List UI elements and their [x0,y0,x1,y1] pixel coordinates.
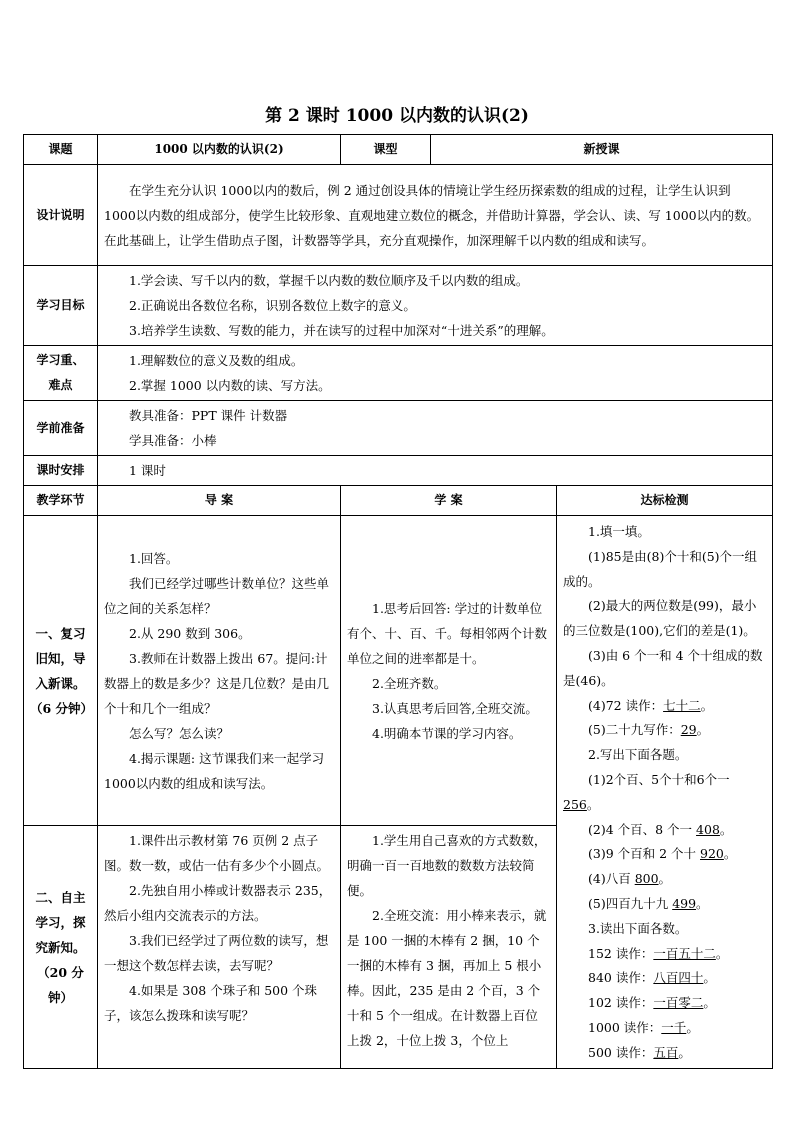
design-text: 在学生充分认识 1000以内的数后，例 2 通过创设具体的情境让学生经历探索数的组成的过程，让学生认识到 1000以内数的组成部分，使学生比较形象、直观地建立数位的概念，并借助计算器，学会认、读、写 1000以内的数。在此基础上，让学生借助点子图，计数器等学具，充分直观操作，加深理解千以内数的组成和读写。 [98,165,773,266]
check-item: (5)四百九十九 499。 [588,895,709,911]
design-label: 设计说明 [24,165,98,266]
prep-item: 学具准备：小棒 [129,433,217,448]
schedule-value: 1 课时 [98,456,773,486]
prep-row [24,401,773,456]
schedule-row [24,456,773,486]
check-item: (1)85是由(8)个十和(5)个一组成的。 [563,548,758,589]
prep-list [98,401,773,456]
check-item: (2)4 个百、8 个一 408。 [588,821,733,837]
check-item: 2.写出下面各题。 [588,747,688,763]
check-item: (1)2个百、5个十和6个一 256。 [563,771,730,812]
check-item: (5)二十九写作：29。 [588,722,710,738]
goal-item: 2.正确说出各数位名称，识别各数位上数字的意义。 [129,298,416,313]
key-row [24,346,773,401]
check-list [557,516,773,1069]
design-row [24,165,773,266]
goals-list [98,266,773,346]
topic-row [24,135,773,165]
key-label: 学习重、 难点 [24,346,98,401]
lesson-plan-table [23,134,773,1069]
check-item: 840 读作：八百四十。 [588,970,716,986]
goals-row [24,266,773,346]
check-item: 1000 读作：一千。 [588,1019,699,1035]
topic-value: 1000 以内数的认识(2) [98,135,341,165]
column-header-row [24,486,773,516]
col-study: 学 案 [341,486,557,516]
schedule-label: 课时安排 [24,456,98,486]
page-title: 第 2 课时 1000 以内数的认识(2) [265,106,529,126]
type-value: 新授课 [431,135,773,165]
key-item: 2.掌握 1000 以内数的读、写方法。 [129,378,331,393]
key-list [98,346,773,401]
stage1-name: 一、复习 旧知，导 入新课。 （6 分钟） [24,516,98,826]
type-label: 课型 [341,135,431,165]
key-item: 1.理解数位的意义及数的组成。 [129,353,304,368]
prep-item: 教具准备：PPT 课件 计数器 [129,408,288,423]
stage1-study: 1.思考后回答: 学过的计数单位有个、十、百、千。每相邻两个计数单位之间的进率都是十。 2.全班齐数。 3.认真思考后回答,全班交流。 4.明确本节课的学习内容。 [341,516,557,826]
goal-item: 1.学会读、写千以内的数，掌握千以内数的数位顺序及千以内数的组成。 [129,273,529,288]
check-item: (3)9 个百和 2 个十 920。 [588,846,737,862]
stage2-name: 二、自主 学习，探 究新知。 （20 分钟） [24,826,98,1068]
topic-label: 课题 [24,135,98,165]
col-check: 达标检测 [557,486,773,516]
col-guide: 导 案 [98,486,341,516]
check-item: 152 读作：一百五十二。 [588,945,729,961]
stage2-study: 1.学生用自己喜欢的方式数数，明确一百一百地数的数数方法较简便。 2.全班交流：用小棒来表示，就是 100 一捆的木棒有 2 捆，10 个一捆的木棒有 3 捆，再加上 5 根小棒。因此，235 是由 2 个百，3 个十和 5 个一组成。在计数器上百位上拨 2，十位上拨 3，个位上 [341,826,557,1068]
prep-label: 学前准备 [24,401,98,456]
goal-item: 3.培养学生读数、写数的能力，并在读写的过程中加深对“十进关系”的理解。 [129,323,554,338]
stage1-row [24,516,773,826]
col-stage: 教学环节 [24,486,98,516]
stage2-guide: 1.课件出示教材第 76 页例 2 点子图。数一数，或估一估有多少个小圆点。 2.先独自用小棒或计数器表示 235，然后小组内交流表示的方法。 3.我们已经学过了两位数的读写，想一想这个数怎样去读，去写呢？ 4.如果是 308 个珠子和 500 个珠子，该怎么拨珠和读写呢？ [98,826,341,1068]
check-item: 500 读作：五百。 [588,1044,691,1060]
check-item: (4)八百 800。 [588,871,672,887]
check-item: (2)最大的两位数是(99)，最小的三位数是(100),它们的差是(1)。 [563,598,757,639]
check-item: (3)由 6 个一和 4 个十组成的数是(46)。 [563,647,763,688]
stage1-guide: 1.回答。 我们已经学过哪些计数单位？这些单位之间的关系怎样？ 2.从 290 数到 306。 3.教师在计数器上拨出 67。提问:计数器上的数是多少？这是几位数？是由几个十和几个一组成？ 怎么写？怎么读？ 4.揭示课题: 这节课我们来一起学习 1000以内数的组成和读写法。 [98,516,341,826]
check-item: 1.填一填。 [588,524,650,539]
check-item: 3.读出下面各数。 [588,920,688,936]
goals-label: 学习目标 [24,266,98,346]
check-item: (4)72 读作：七十二。 [588,697,714,713]
check-item: 102 读作：一百零二。 [588,995,716,1011]
